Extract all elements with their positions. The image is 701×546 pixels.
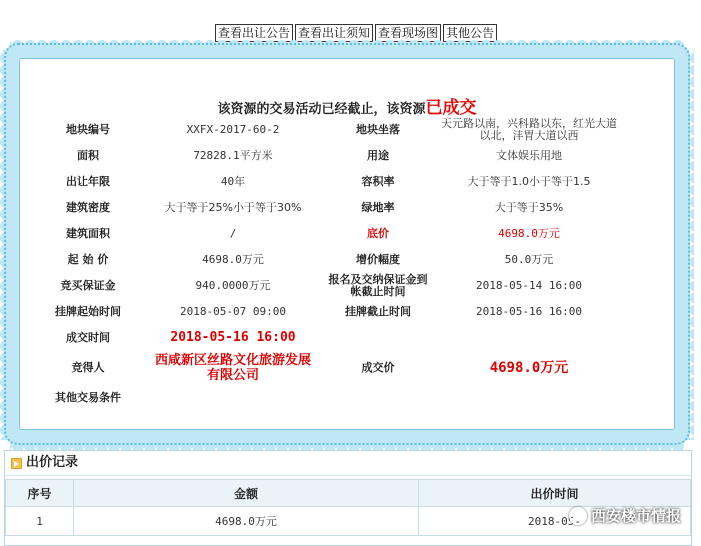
term-label: 出让年限 <box>66 175 110 188</box>
wechat-logo-icon <box>569 507 587 525</box>
col-header-no: 序号 <box>6 480 74 507</box>
density-value: 大于等于25%小于等于30% <box>164 201 302 214</box>
area-value: 72828.1平方米 <box>193 149 273 162</box>
density-label: 建筑密度 <box>66 201 110 214</box>
term-value: 40年 <box>220 175 246 188</box>
green-label: 绿地率 <box>361 201 395 214</box>
bid-time: 2018-05- <box>419 507 691 536</box>
notice-tabs <box>215 24 497 42</box>
deal-status: 已成交 <box>425 98 477 118</box>
reserve-price-label: 底价 <box>367 227 389 240</box>
parcel-info-table <box>32 117 624 411</box>
location-value: 天元路以南，兴科路以东，红光大道以北，沣胃大道以西 <box>441 117 617 142</box>
deal-time-value: 2018-05-16 16:00 <box>170 330 296 345</box>
start-price-label: 起 始 价 <box>67 253 109 266</box>
area-label: 面积 <box>77 149 99 162</box>
winner-label: 竞得人 <box>71 361 105 374</box>
bid-amount: 4698.0万元 <box>74 507 419 536</box>
bid-record-title: 出价记录 <box>26 455 79 470</box>
floor-area-value: / <box>229 227 237 240</box>
notice-text: 该资源的交易活动已经截止，该资源 <box>217 102 426 117</box>
listing-start-value: 2018-05-07 09:00 <box>180 305 286 318</box>
watermark <box>569 505 681 526</box>
transaction-card <box>19 58 675 430</box>
location-label: 地块坐落 <box>356 123 400 136</box>
col-header-amount: 金额 <box>74 480 419 507</box>
tab-site-map[interactable]: 查看现场图 <box>375 24 441 42</box>
watermark-text: 西安楼市情报 <box>590 507 681 525</box>
bid-no: 1 <box>6 507 74 536</box>
tab-transfer-notice[interactable]: 查看出让公告 <box>215 24 293 42</box>
listing-end-value: 2018-05-16 16:00 <box>476 305 582 318</box>
winner-value: 西咸新区丝路文化旅游发展有限公司 <box>154 353 311 383</box>
other-conditions-value <box>144 385 322 411</box>
use-label: 用途 <box>367 149 389 162</box>
parcel-no-label: 地块编号 <box>66 123 110 136</box>
tab-transfer-instructions[interactable]: 查看出让须知 <box>295 24 373 42</box>
use-value: 文体娱乐用地 <box>496 149 562 162</box>
col-header-time: 出价时间 <box>419 480 691 507</box>
deposit-deadline-value: 2018-05-14 16:00 <box>476 279 582 292</box>
other-conditions-label: 其他交易条件 <box>55 391 121 404</box>
far-label: 容积率 <box>361 175 395 188</box>
deposit-deadline-label: 报名及交纳保证金到帐截止时间 <box>328 273 428 298</box>
start-price-value: 4698.0万元 <box>202 253 264 266</box>
reserve-price-value: 4698.0万元 <box>498 227 560 240</box>
tab-other-notices[interactable]: 其他公告 <box>443 24 497 42</box>
arrow-right-icon <box>11 458 22 469</box>
bid-record-header <box>5 451 691 476</box>
deal-price-label: 成交价 <box>361 361 395 374</box>
increment-value: 50.0万元 <box>504 253 554 266</box>
bid-record-panel <box>4 450 692 546</box>
increment-label: 增价幅度 <box>356 253 400 266</box>
listing-end-label: 挂牌截止时间 <box>345 305 411 318</box>
listing-start-label: 挂牌起始时间 <box>55 305 121 318</box>
deposit-label: 竞买保证金 <box>60 279 116 292</box>
deposit-value: 940.0000万元 <box>195 279 271 292</box>
transaction-notice <box>20 93 674 118</box>
parcel-no-value: XXFX-2017-60-2 <box>186 123 280 136</box>
floor-area-label: 建筑面积 <box>66 227 110 240</box>
far-value: 大于等于1.0小于等于1.5 <box>467 175 591 188</box>
green-value: 大于等于35% <box>494 201 564 214</box>
deal-time-label: 成交时间 <box>66 331 110 344</box>
deal-price-value: 4698.0万元 <box>489 360 569 376</box>
